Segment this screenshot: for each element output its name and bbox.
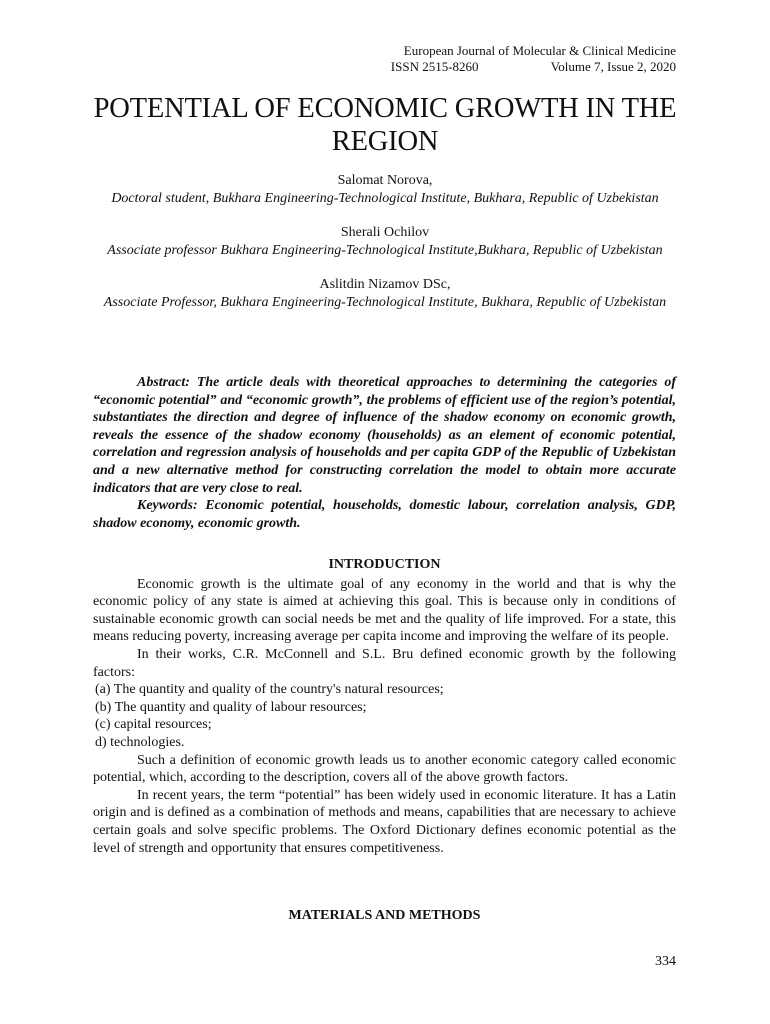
keywords: Keywords: Economic potential, households, domestic labour, correlation analysis, GDP, shadow economy, economic growth. <box>93 498 676 531</box>
abstract-text: Abstract: The article deals with theoretical approaches to determining the categories of “economic potential” and “economic growth”, the problems of efficient use of the region’s potential, substantiates the direction and degree of influence of the shadow economy on economic growth, reveals the essence of the shadow economy (households) as an element of economic potential, correlation and regression analysis of households and per capita GDP of the Republic of Uzbekistan and a new alternative method for constructing correlation the model to obtain more accurate indicators that are very close to real. <box>93 375 676 496</box>
paragraph: In their works, C.R. McConnell and S.L. Bru defined economic growth by the following factors: <box>93 646 676 680</box>
author-name: Salomat Norova, <box>337 173 433 188</box>
page-number: 334 <box>655 954 676 969</box>
section-heading: INTRODUCTION <box>328 557 441 572</box>
author-block <box>94 224 676 260</box>
author-block <box>94 172 676 208</box>
volume-issue: Volume 7, Issue 2, 2020 <box>550 59 676 74</box>
author-block <box>94 276 676 312</box>
author-affiliation: Doctoral student, Bukhara Engineering-Technological Institute, Bukhara, Republic of Uzbekistan <box>111 191 659 206</box>
author-list <box>94 172 676 328</box>
author-affiliation: Associate professor Bukhara Engineering-Technological Institute,Bukhara, Republic of Uzbekistan <box>107 243 663 258</box>
journal-header <box>391 43 676 75</box>
issn: ISSN 2515-8260 <box>390 59 479 74</box>
abstract-section <box>93 374 676 532</box>
introduction-section <box>93 556 676 857</box>
issn-volume-line <box>391 59 676 75</box>
list-item: d) technologies. <box>95 734 185 750</box>
author-name: Aslitdin Nizamov DSc, <box>319 277 451 292</box>
list-item: (b) The quantity and quality of labour resources; <box>95 699 367 715</box>
paragraph: Such a definition of economic growth leads us to another economic category called economic potential, which, according to the description, covers all of the above growth factors. <box>93 752 676 786</box>
paragraph: In recent years, the term “potential” has been widely used in economic literature. It has a Latin origin and is defined as a combination of methods and means, capabilities that are necessary to achieve certain goals and solve specific problems. The Oxford Dictionary defines economic potential as the level of strength and opportunity that ensures competitiveness. <box>93 787 676 856</box>
list-item: (c) capital resources; <box>95 717 212 733</box>
list-item: (a) The quantity and quality of the country's natural resources; <box>95 682 444 698</box>
paper-title: POTENTIAL OF ECONOMIC GROWTH IN THE REGION <box>93 93 677 157</box>
section-heading-methods: MATERIALS AND METHODS <box>288 908 481 923</box>
journal-name: European Journal of Molecular & Clinical Medicine <box>403 43 676 58</box>
paragraph: Economic growth is the ultimate goal of any economy in the world and that is why the economic policy of any state is aimed at achieving this goal. This is because only in conditions of sustainable economic growth can social needs be met and the quality of life improved. For a state, this means reducing poverty, increasing average per capita income and improving the welfare of its people. <box>93 576 676 645</box>
author-affiliation: Associate Professor, Bukhara Engineering-Technological Institute, Bukhara, Republic of Uzbekistan <box>103 295 667 310</box>
author-name: Sherali Ochilov <box>340 225 430 240</box>
